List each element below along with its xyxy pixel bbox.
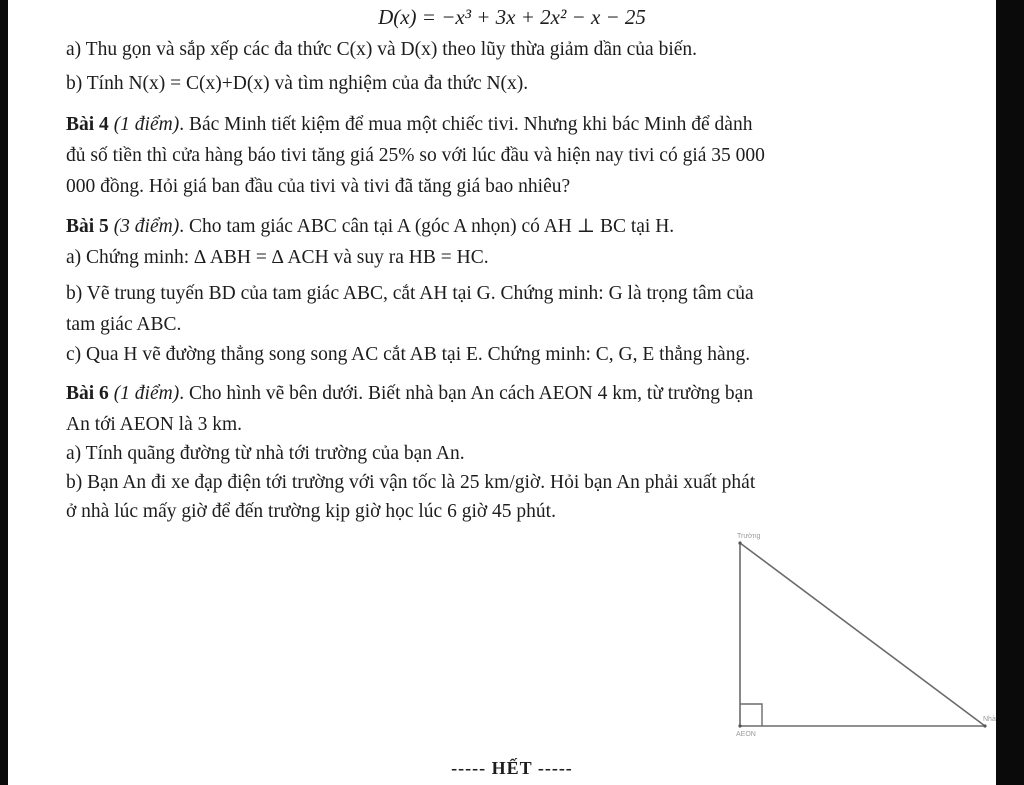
line-11 xyxy=(66,382,996,406)
text-run: b) Tính N(x) = C(x)+D(x) và tìm nghiệm của đa thức N(x). xyxy=(66,73,529,94)
text-run: a) Tính quãng đường từ nhà tới trường của bạn An. xyxy=(66,443,465,464)
text-run: a) Chứng minh: ∆ ABH = ∆ ACH và suy ra HB = HC. xyxy=(66,247,489,268)
equation-d: D(x) = −x³ + 3x + 2x² − x − 25 xyxy=(378,5,646,29)
line-10 xyxy=(66,343,996,367)
line-2 xyxy=(66,72,996,96)
left-border xyxy=(0,0,8,785)
text-run: ở nhà lúc mấy giờ để đến trường kịp giờ học lúc 6 giờ 45 phút. xyxy=(66,501,556,522)
text-run: c) Qua H vẽ đường thẳng song song AC cắt AB tại E. Chứng minh: C, G, E thẳng hàng. xyxy=(66,344,751,365)
text-run: (3 điểm) xyxy=(108,216,180,237)
text-run: . Cho tam giác ABC cân tại A (góc A nhọn) có AH ⊥ BC tại H. xyxy=(179,216,675,237)
right-border xyxy=(996,0,1024,785)
label-aeon: AEON xyxy=(736,731,756,738)
text-run: . Cho hình vẽ bên dưới. Biết nhà bạn An cách AEON 4 km, từ trường bạn xyxy=(179,383,754,404)
text-run: b) Bạn An đi xe đạp điện tới trường với vận tốc là 25 km/giờ. Hỏi bạn An phải xuất phát xyxy=(66,472,756,493)
line-8 xyxy=(66,282,996,306)
label-nha: Nhà xyxy=(983,716,996,723)
text-run: Bài 6 xyxy=(66,383,109,404)
text-run: b) Vẽ trung tuyến BD của tam giác ABC, cắt AH tại G. Chứng minh: G là trọng tâm của xyxy=(66,283,754,304)
line-4 xyxy=(66,144,996,168)
line-15 xyxy=(66,500,996,524)
point-nha xyxy=(983,724,986,727)
right-angle-mark xyxy=(740,704,762,726)
side-truong-nha xyxy=(740,543,985,726)
point-truong xyxy=(738,541,741,544)
text-run: a) Thu gọn và sắp xếp các đa thức C(x) và D(x) theo lũy thừa giảm dần của biến. xyxy=(66,39,698,60)
text-run: (1 điểm) xyxy=(108,114,180,135)
line-6 xyxy=(66,215,996,239)
text-run: 000 đồng. Hỏi giá ban đầu của tivi và tivi đã tăng giá bao nhiêu? xyxy=(66,176,571,197)
text-run: Bài 4 xyxy=(66,114,109,135)
text-run: Bài 5 xyxy=(66,216,109,237)
text-run: . Bác Minh tiết kiệm để mua một chiếc tivi. Nhưng khi bác Minh để dành xyxy=(179,114,753,135)
line-5 xyxy=(66,175,996,199)
line-1 xyxy=(66,38,996,62)
line-9 xyxy=(66,313,996,337)
label-truong: Trường xyxy=(737,533,761,540)
line-12 xyxy=(66,413,996,437)
text-run: đủ số tiền thì cửa hàng báo tivi tăng giá 25% so với lúc đầu và hiện nay tivi có giá 35 000 xyxy=(66,145,765,166)
right-triangle-figure xyxy=(700,528,1000,743)
text-run: tam giác ABC. xyxy=(66,314,182,335)
line-14 xyxy=(66,471,996,495)
end-marker: ----- HẾT ----- xyxy=(451,758,573,778)
point-aeon xyxy=(738,724,741,727)
line-7 xyxy=(66,246,996,270)
text-run: (1 điểm) xyxy=(108,383,180,404)
line-3 xyxy=(66,113,996,137)
line-13 xyxy=(66,442,996,466)
text-run: An tới AEON là 3 km. xyxy=(66,414,243,435)
